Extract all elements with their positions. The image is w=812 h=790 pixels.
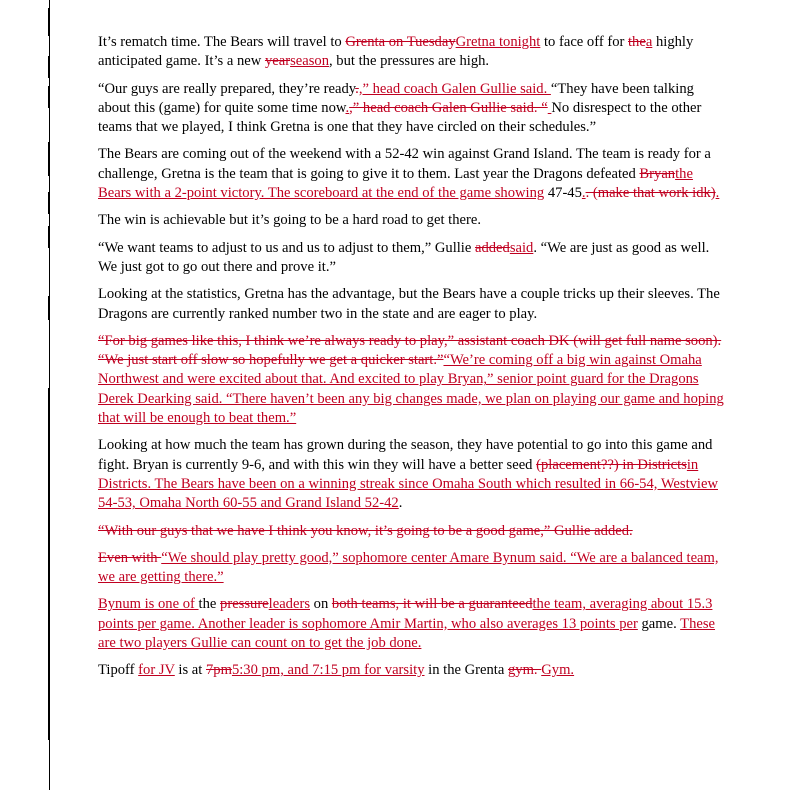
paragraph [98, 80, 724, 138]
body-text: game. [637, 615, 681, 632]
deleted-text: Bryan [639, 165, 676, 182]
body-text: Tipoff [98, 662, 139, 679]
inserted-text: leaders [268, 596, 310, 613]
change-bar [48, 56, 50, 78]
inserted-text: said [509, 239, 534, 256]
inserted-text: ,” head coach Galen Gullie said. [358, 80, 551, 97]
paragraph [98, 661, 724, 680]
body-text: is at [174, 662, 206, 679]
inserted-text: season [290, 53, 329, 70]
inserted-text: a [645, 34, 653, 50]
change-bar [48, 192, 50, 214]
deleted-text: year [264, 53, 291, 70]
change-bar [48, 388, 50, 740]
inserted-text: 5:30 pm, and 7:15 pm for varsity [231, 662, 425, 679]
paragraph [98, 436, 724, 513]
body-text: , but the pressures are high. [329, 53, 490, 70]
body-text: in the Grenta [424, 662, 508, 679]
inserted-text: for JV [138, 662, 175, 679]
paragraph [98, 332, 724, 428]
paragraph [98, 522, 724, 541]
body-text: . [398, 495, 403, 512]
deleted-text: . (make that work idk) [585, 185, 716, 202]
body-text: It’s rematch time. The Bears will travel to [98, 34, 346, 50]
deleted-text: (placement??) in Districts [536, 456, 687, 473]
paragraph [98, 285, 724, 324]
deleted-text: “With our guys that we have I think you know, it’s going to be a good game,” Gullie added. [98, 522, 633, 539]
change-bar [48, 142, 50, 176]
inserted-text: “We’re coming off a big win against Omaha Northwest and were excited about that. And excited to play Bryan,” senior point guard for the Dragons Derek Dearking said. “There haven’t been any big changes made, we plan on playing our game and hoping that will be enough to beat them.” [98, 352, 724, 427]
paragraph [98, 549, 724, 588]
inserted-text: “We should play pretty good,” sophomore center Amare Bynum said. “We are a balanced team, we are getting there.” [98, 549, 719, 586]
body-text: 47-45 [544, 185, 582, 202]
body-text: Looking at how much the team has grown during the season, they have potential to go into this game and fight. Bryan is currently 9-6, and with this win they will have a better seed [98, 437, 713, 473]
change-bar [48, 8, 50, 36]
change-bar [48, 226, 50, 248]
deleted-text: “For big games like this, I think we’re always ready to play,” assistant coach DK (will get full name soon). “We just start off slow so hopefully we get a quicker start.” [98, 332, 722, 369]
inserted-text: Gretna tonight [455, 34, 541, 50]
body-text: “We want teams to adjust to us and us to adjust to them,” Gullie [98, 239, 475, 256]
body-text: “Our guys are really prepared, they’re ready [98, 80, 356, 97]
document-body [98, 33, 724, 689]
paragraph [98, 211, 724, 230]
deleted-text: ,” head coach Galen Gullie said. “ [349, 99, 548, 116]
deleted-text: gym. [507, 662, 542, 679]
deleted-text: 7pm [206, 662, 232, 679]
body-text: The Bears are coming out of the weekend with a 52-42 win against Grand Island. The team is ready for a challenge, Gretna is the team that is going to give it to them. Last year the Dragons defeated [98, 146, 711, 182]
body-text: . “We are just as good as well. We just got to go out there and prove it.” [98, 239, 710, 275]
inserted-text: . [581, 185, 586, 202]
deleted-text: added [474, 239, 510, 256]
body-text: “They have been talking about this (game) for quite some time now [98, 80, 694, 116]
inserted-text: . [715, 185, 720, 202]
body-text: to face off for [540, 34, 628, 50]
change-bars [0, 0, 60, 790]
inserted-text: Bynum is one of [98, 596, 199, 613]
inserted-text: . [345, 99, 350, 116]
deleted-text: Grenta on Tuesday [345, 34, 456, 50]
inserted-text: These are two players Gullie can count on to get the job done. [98, 615, 716, 652]
body-text: The win is achievable but it’s going to be a hard road to get there. [98, 212, 481, 229]
deleted-text: both teams, it will be a guaranteed [331, 596, 533, 613]
deleted-text: the [628, 34, 646, 50]
inserted-text: in Districts. The Bears have been on a winning streak since Omaha South which resulted in 66-54, Westview 54-53, Omaha North 60-55 and Grand Island 52-42 [98, 456, 718, 512]
body-text: highly anticipated game. It’s a new [98, 34, 694, 70]
inserted-text: the Bears with a 2-point victory. The scoreboard at the end of the game showing [98, 165, 693, 202]
inserted-text: the team, averaging about 15.3 points per game. Another leader is sophomore Amir Martin, who also averages 13 points per [98, 596, 713, 632]
deleted-text: . [355, 80, 359, 97]
body-text: No disrespect to the other teams that we played, I think Gretna is one that they have circled on their schedules.” [98, 99, 702, 136]
body-text: on [310, 596, 332, 613]
body-text: the [198, 596, 221, 613]
inserted-text: Gym. [541, 662, 575, 679]
paragraph [98, 595, 724, 653]
paragraph [98, 33, 724, 72]
change-bar [48, 296, 50, 320]
deleted-text: Even with [98, 549, 162, 566]
paragraph [98, 239, 724, 278]
deleted-text: pressure [220, 596, 269, 613]
body-text: Looking at the statistics, Gretna has the advantage, but the Bears have a couple tricks up their sleeves. The Dragons are currently ranked number two in the state and are eager to play. [98, 286, 720, 322]
change-bar [48, 86, 50, 108]
paragraph [98, 145, 724, 203]
